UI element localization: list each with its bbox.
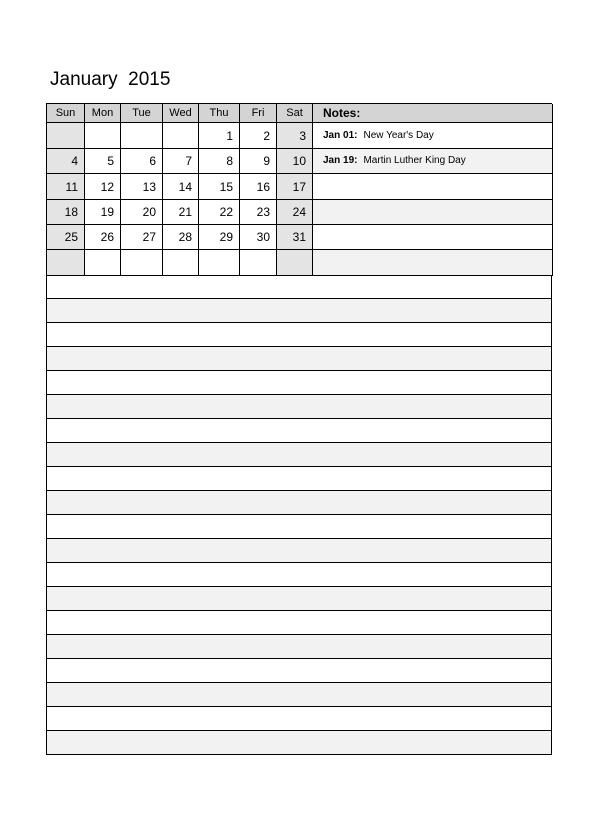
note-row — [313, 225, 553, 250]
calendar-grid — [46, 103, 552, 275]
note-row — [313, 123, 553, 149]
note-line — [47, 635, 551, 659]
date-cell — [47, 250, 85, 276]
date-cell: 11 — [47, 174, 85, 200]
note-line — [47, 371, 551, 395]
date-cell: 31 — [277, 225, 313, 250]
date-cell: 23 — [240, 200, 277, 225]
note-line — [47, 683, 551, 707]
note-row — [313, 174, 553, 200]
date-cell: 21 — [163, 200, 199, 225]
date-cell — [47, 123, 85, 149]
note-line — [47, 587, 551, 611]
note-line — [47, 707, 551, 731]
note-line — [47, 395, 551, 419]
date-cell: 27 — [121, 225, 163, 250]
date-cell: 19 — [85, 200, 121, 225]
date-cell: 7 — [163, 149, 199, 174]
note-line — [47, 563, 551, 587]
note-row — [313, 149, 553, 174]
date-cell — [121, 123, 163, 149]
date-cell: 2 — [240, 123, 277, 149]
note-line — [47, 491, 551, 515]
date-cell: 4 — [47, 149, 85, 174]
note-line — [47, 443, 551, 467]
notes-lines — [46, 275, 552, 755]
notes-header: Notes: — [313, 104, 553, 123]
note-line — [47, 539, 551, 563]
date-cell: 29 — [199, 225, 240, 250]
day-header-wed: Wed — [163, 104, 199, 123]
date-cell: 20 — [121, 200, 163, 225]
day-header-fri: Fri — [240, 104, 277, 123]
note-line — [47, 299, 551, 323]
note-text: New Year's Day — [363, 129, 434, 141]
date-cell — [240, 250, 277, 276]
date-cell: 24 — [277, 200, 313, 225]
date-cell — [85, 250, 121, 276]
date-cell: 26 — [85, 225, 121, 250]
date-cell — [163, 123, 199, 149]
day-header-sun: Sun — [47, 104, 85, 123]
date-cell: 16 — [240, 174, 277, 200]
calendar-sheet — [46, 103, 552, 748]
date-cell: 6 — [121, 149, 163, 174]
date-cell: 17 — [277, 174, 313, 200]
date-cell: 22 — [199, 200, 240, 225]
note-line — [47, 467, 551, 491]
date-cell — [163, 250, 199, 276]
date-cell: 9 — [240, 149, 277, 174]
note-line — [47, 347, 551, 371]
note-date: Jan 19: — [323, 155, 358, 166]
day-header-mon: Mon — [85, 104, 121, 123]
note-line — [47, 515, 551, 539]
note-line — [47, 659, 551, 683]
note-line — [47, 275, 551, 299]
date-cell: 30 — [240, 225, 277, 250]
date-cell: 1 — [199, 123, 240, 149]
note-row — [313, 250, 553, 276]
note-line — [47, 731, 551, 755]
date-cell — [121, 250, 163, 276]
date-cell: 18 — [47, 200, 85, 225]
date-cell: 12 — [85, 174, 121, 200]
date-cell: 13 — [121, 174, 163, 200]
date-cell — [277, 250, 313, 276]
note-date: Jan 01: — [323, 129, 358, 141]
day-header-sat: Sat — [277, 104, 313, 123]
date-cell: 28 — [163, 225, 199, 250]
date-cell: 8 — [199, 149, 240, 174]
day-header-tue: Tue — [121, 104, 163, 123]
note-line — [47, 323, 551, 347]
page-title — [50, 68, 170, 92]
date-cell: 15 — [199, 174, 240, 200]
title-month: January — [50, 69, 118, 90]
note-row — [313, 200, 553, 225]
date-cell — [85, 123, 121, 149]
date-cell: 3 — [277, 123, 313, 149]
note-line — [47, 419, 551, 443]
date-cell: 14 — [163, 174, 199, 200]
date-cell: 10 — [277, 149, 313, 174]
date-cell: 5 — [85, 149, 121, 174]
day-header-thu: Thu — [199, 104, 240, 123]
date-cell — [199, 250, 240, 276]
title-year: 2015 — [128, 69, 171, 90]
note-text: Martin Luther King Day — [363, 155, 466, 166]
note-line — [47, 611, 551, 635]
date-cell: 25 — [47, 225, 85, 250]
